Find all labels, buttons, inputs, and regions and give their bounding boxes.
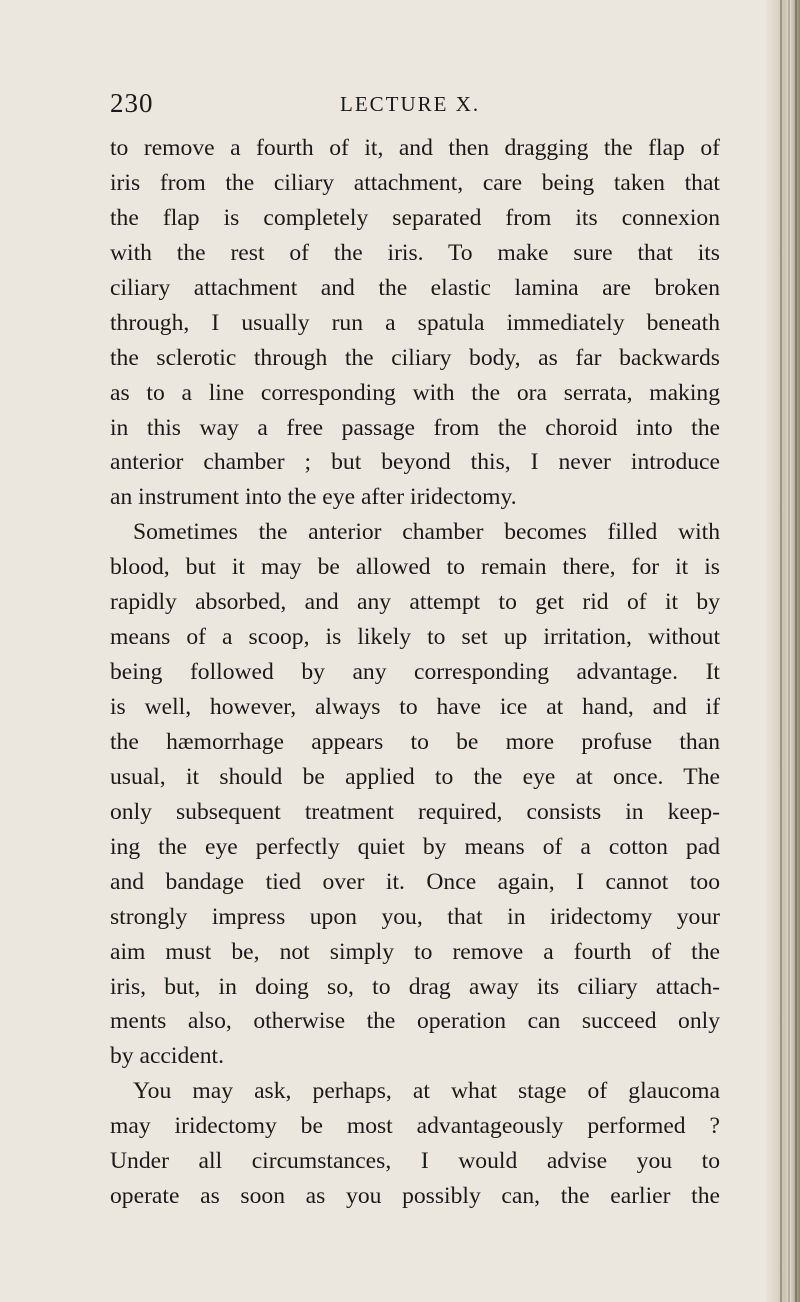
text-line: as to a line corresponding with the ora serrata, making [110, 379, 720, 406]
page-header [110, 88, 710, 122]
text-line: usual, it should be applied to the eye at once. The [110, 763, 720, 790]
text-line: to remove a fourth of it, and then dragging the flap of [110, 135, 720, 161]
text-line: ing the eye perfectly quiet by means of a cotton pad [110, 833, 720, 860]
text-line: only subsequent treatment required, consists in keep- [110, 798, 720, 825]
text-line: the flap is completely separated from its connexion [110, 204, 720, 231]
text-line: an instrument into the eye after iridectomy. [110, 484, 517, 511]
text-line: operate as soon as you possibly can, the earlier the [110, 1183, 720, 1210]
text-line: and bandage tied over it. Once again, I cannot too [110, 868, 720, 895]
text-line: aim must be, not simply to remove a fourth of the [110, 938, 720, 965]
page-edge-line [795, 0, 797, 1302]
text-line: with the rest of the iris. To make sure that its [110, 239, 720, 266]
text-line: blood, but it may be allowed to remain there, for it is [110, 554, 720, 581]
body-text [110, 131, 720, 1214]
page-edge [766, 0, 800, 1302]
text-line: through, I usually run a spatula immediately beneath [110, 309, 720, 336]
text-line: iris, but, in doing so, to drag away its ciliary attach- [110, 973, 720, 1000]
text-line: iris from the ciliary attachment, care being taken that [110, 169, 720, 196]
text-line: ciliary attachment and the elastic lamina are broken [110, 274, 720, 301]
text-line: in this way a free passage from the choroid into the [110, 414, 720, 441]
page-edge-line [780, 0, 782, 1302]
text-line: ments also, otherwise the operation can succeed only [110, 1008, 720, 1035]
page-edge-line [788, 0, 790, 1302]
text-line: is well, however, always to have ice at hand, and if [110, 694, 720, 720]
text-line: being followed by any corresponding advantage. It [110, 659, 720, 686]
text-line: You may ask, perhaps, at what stage of glaucoma [133, 1078, 720, 1105]
text-line: rapidly absorbed, and any attempt to get rid of it by [110, 589, 720, 616]
text-line: anterior chamber ; but beyond this, I never introduce [110, 449, 720, 476]
text-line: by accident. [110, 1043, 224, 1070]
text-line: means of a scoop, is likely to set up irritation, without [110, 624, 720, 651]
text-line: Under all circumstances, I would advise you to [110, 1148, 720, 1175]
page-number: 230 [110, 88, 154, 118]
text-line: may iridectomy be most advantageously performed ? [110, 1113, 720, 1140]
text-line: strongly impress upon you, that in iridectomy your [110, 903, 720, 930]
running-head: LECTURE X. [340, 92, 481, 116]
text-line: the sclerotic through the ciliary body, as far backwards [110, 344, 720, 371]
text-line: Sometimes the anterior chamber becomes filled with [133, 519, 720, 546]
text-line: the hæmorrhage appears to be more profuse than [110, 728, 720, 755]
